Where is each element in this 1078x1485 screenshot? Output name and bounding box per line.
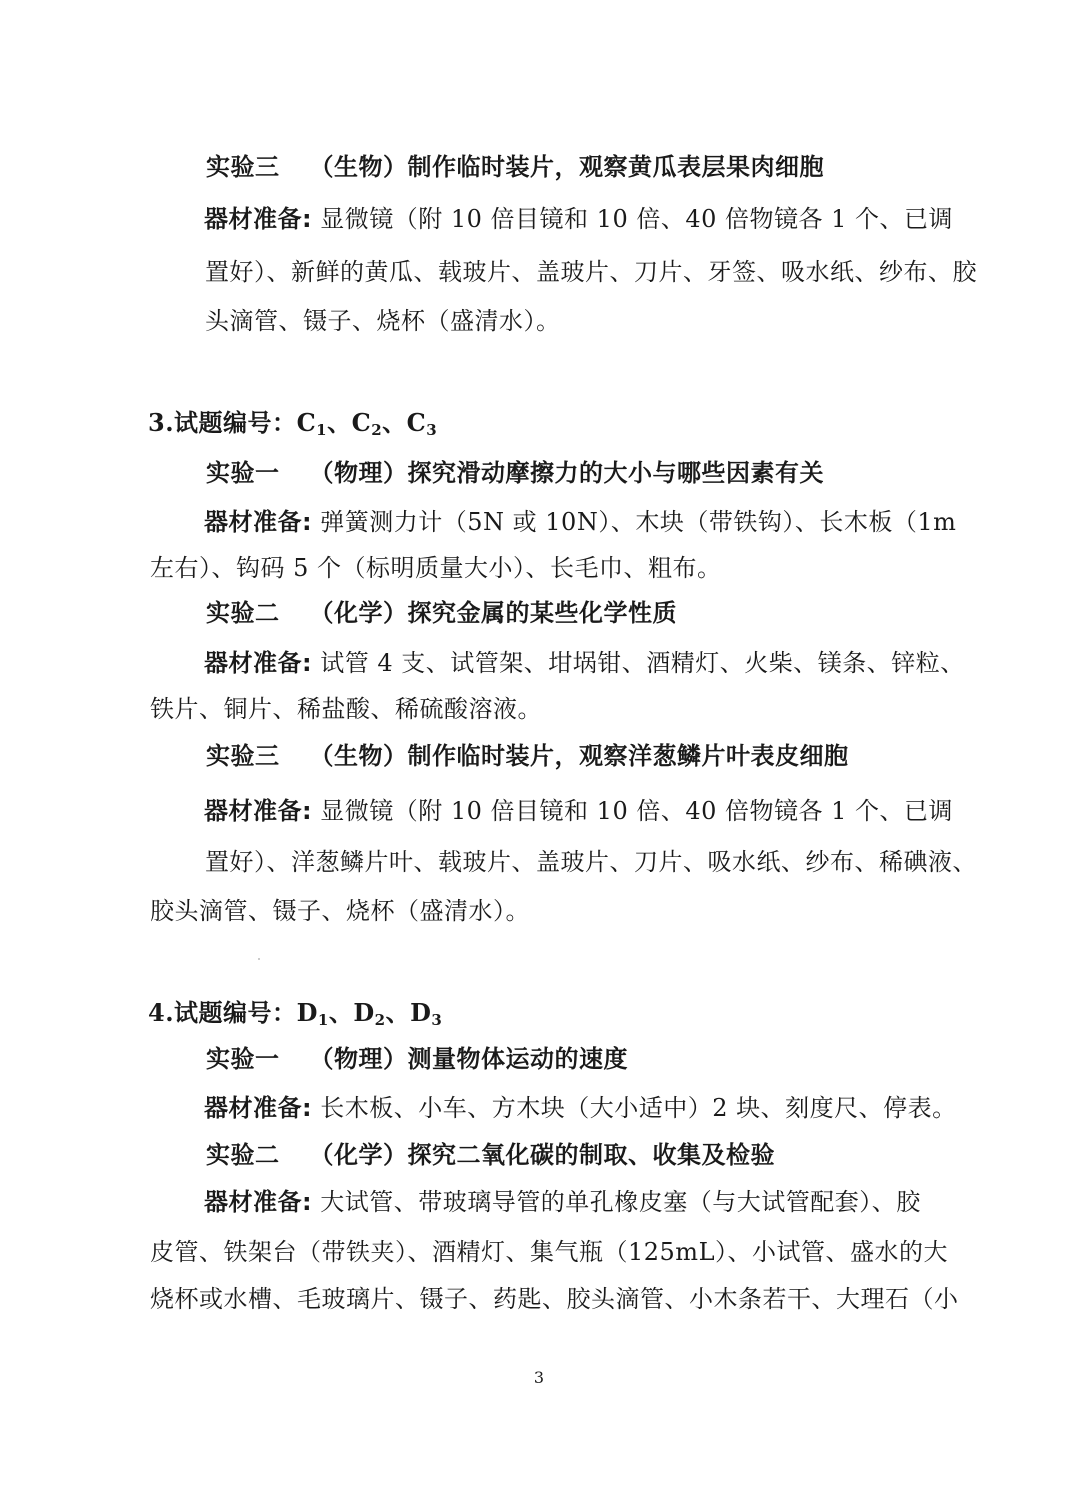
question-code-separator: 、: [382, 408, 407, 437]
prep-label: 器材准备:: [204, 508, 313, 536]
section-heading-prefix: 4.试题编号：: [148, 998, 297, 1027]
section-heading-prefix: 3.试题编号：: [148, 408, 297, 437]
experiment-heading: [206, 1140, 775, 1170]
question-code-letter: D: [296, 998, 318, 1027]
experiment-label: 实验三: [206, 153, 280, 181]
question-code: [410, 998, 442, 1027]
experiment-title: （生物）制作临时装片，观察洋葱鳞片叶表皮细胞: [309, 742, 849, 770]
experiment-heading: [206, 152, 824, 182]
question-code: [407, 408, 438, 437]
experiment-title: （化学）探究二氧化碳的制取、收集及检验: [309, 1141, 775, 1169]
prep-line: 铁片、铜片、稀盐酸、稀硫酸溶液。: [150, 695, 542, 723]
experiment-label: 实验二: [206, 1141, 280, 1169]
page-number: 3: [533, 1368, 545, 1387]
question-code-separator: 、: [328, 998, 354, 1027]
prep-line: [204, 204, 953, 234]
prep-line: 皮管、铁架台（带铁夹）、酒精灯、集气瓶（125mL）、小试管、盛水的大: [150, 1238, 949, 1266]
experiment-label: 实验二: [206, 599, 280, 627]
prep-line: 置好）、洋葱鳞片叶、载玻片、盖玻片、刀片、吸水纸、纱布、稀碘液、: [205, 848, 977, 876]
question-code-subscript: 2: [371, 421, 383, 439]
prep-line: 头滴管、镊子、烧杯（盛清水）。: [205, 307, 561, 335]
question-code-letter: C: [351, 408, 372, 437]
prep-line: 左右）、钩码 5 个（标明质量大小）、长毛巾、粗布。: [150, 554, 722, 582]
prep-line: [204, 1187, 921, 1217]
experiment-heading: [206, 1044, 628, 1074]
experiment-title: （生物）制作临时装片，观察黄瓜表层果肉细胞: [309, 153, 824, 181]
section-heading-4: [148, 998, 442, 1028]
experiment-heading: [206, 598, 677, 628]
question-code: [297, 998, 329, 1027]
prep-text: 显微镜（附 10 倍目镜和 10 倍、40 倍物镜各 1 个、已调: [320, 797, 954, 825]
prep-text: 长木板、小车、方木块（大小适中）2 块、刻度尺、停表。: [320, 1094, 957, 1122]
prep-label: 器材准备:: [204, 1094, 313, 1122]
question-code: [352, 408, 383, 437]
question-code-subscript: 3: [431, 1011, 443, 1029]
question-code-letter: D: [353, 998, 375, 1027]
question-codes: [297, 998, 443, 1027]
prep-line: [204, 648, 965, 678]
question-code: [353, 998, 385, 1027]
prep-line: 胶头滴管、镊子、烧杯（盛清水）。: [150, 897, 530, 925]
question-code-subscript: 3: [426, 421, 438, 439]
experiment-label: 实验一: [206, 459, 280, 487]
experiment-label: 实验三: [206, 742, 280, 770]
prep-text: 试管 4 支、试管架、坩埚钳、酒精灯、火柴、镁条、锌粒、: [320, 649, 965, 677]
question-code-subscript: 1: [317, 1011, 329, 1029]
question-code-separator: 、: [385, 998, 411, 1027]
section-heading-3: [148, 408, 437, 438]
experiment-title: （物理）探究滑动摩擦力的大小与哪些因素有关: [309, 459, 824, 487]
prep-label: 器材准备:: [204, 797, 313, 825]
question-code: [297, 408, 328, 437]
prep-line: [204, 796, 953, 826]
question-code-letter: D: [410, 998, 432, 1027]
experiment-title: （物理）测量物体运动的速度: [309, 1045, 628, 1073]
scan-speck: [258, 958, 260, 960]
question-code-letter: C: [296, 408, 317, 437]
prep-label: 器材准备:: [204, 205, 313, 233]
prep-line: [204, 507, 956, 537]
question-code-letter: C: [406, 408, 427, 437]
question-code-subscript: 2: [374, 1011, 386, 1029]
prep-text: 弹簧测力计（5N 或 10N）、木块（带铁钩）、长木板（1m: [320, 508, 957, 536]
prep-label: 器材准备:: [204, 649, 313, 677]
experiment-label: 实验一: [206, 1045, 280, 1073]
question-code-subscript: 1: [316, 421, 328, 439]
prep-text: 大试管、带玻璃导管的单孔橡皮塞（与大试管配套）、胶: [320, 1188, 921, 1216]
experiment-heading: [206, 741, 849, 771]
question-codes: [297, 408, 438, 437]
prep-line: 烧杯或水槽、毛玻璃片、镊子、药匙、胶头滴管、小木条若干、大理石（小: [150, 1285, 959, 1313]
prep-line: 置好）、新鲜的黄瓜、载玻片、盖玻片、刀片、牙签、吸水纸、纱布、胶: [205, 258, 977, 286]
experiment-heading: [206, 458, 824, 488]
experiment-title: （化学）探究金属的某些化学性质: [309, 599, 677, 627]
prep-text: 显微镜（附 10 倍目镜和 10 倍、40 倍物镜各 1 个、已调: [320, 205, 954, 233]
prep-label: 器材准备:: [204, 1188, 313, 1216]
prep-line: [204, 1093, 957, 1123]
question-code-separator: 、: [327, 408, 352, 437]
